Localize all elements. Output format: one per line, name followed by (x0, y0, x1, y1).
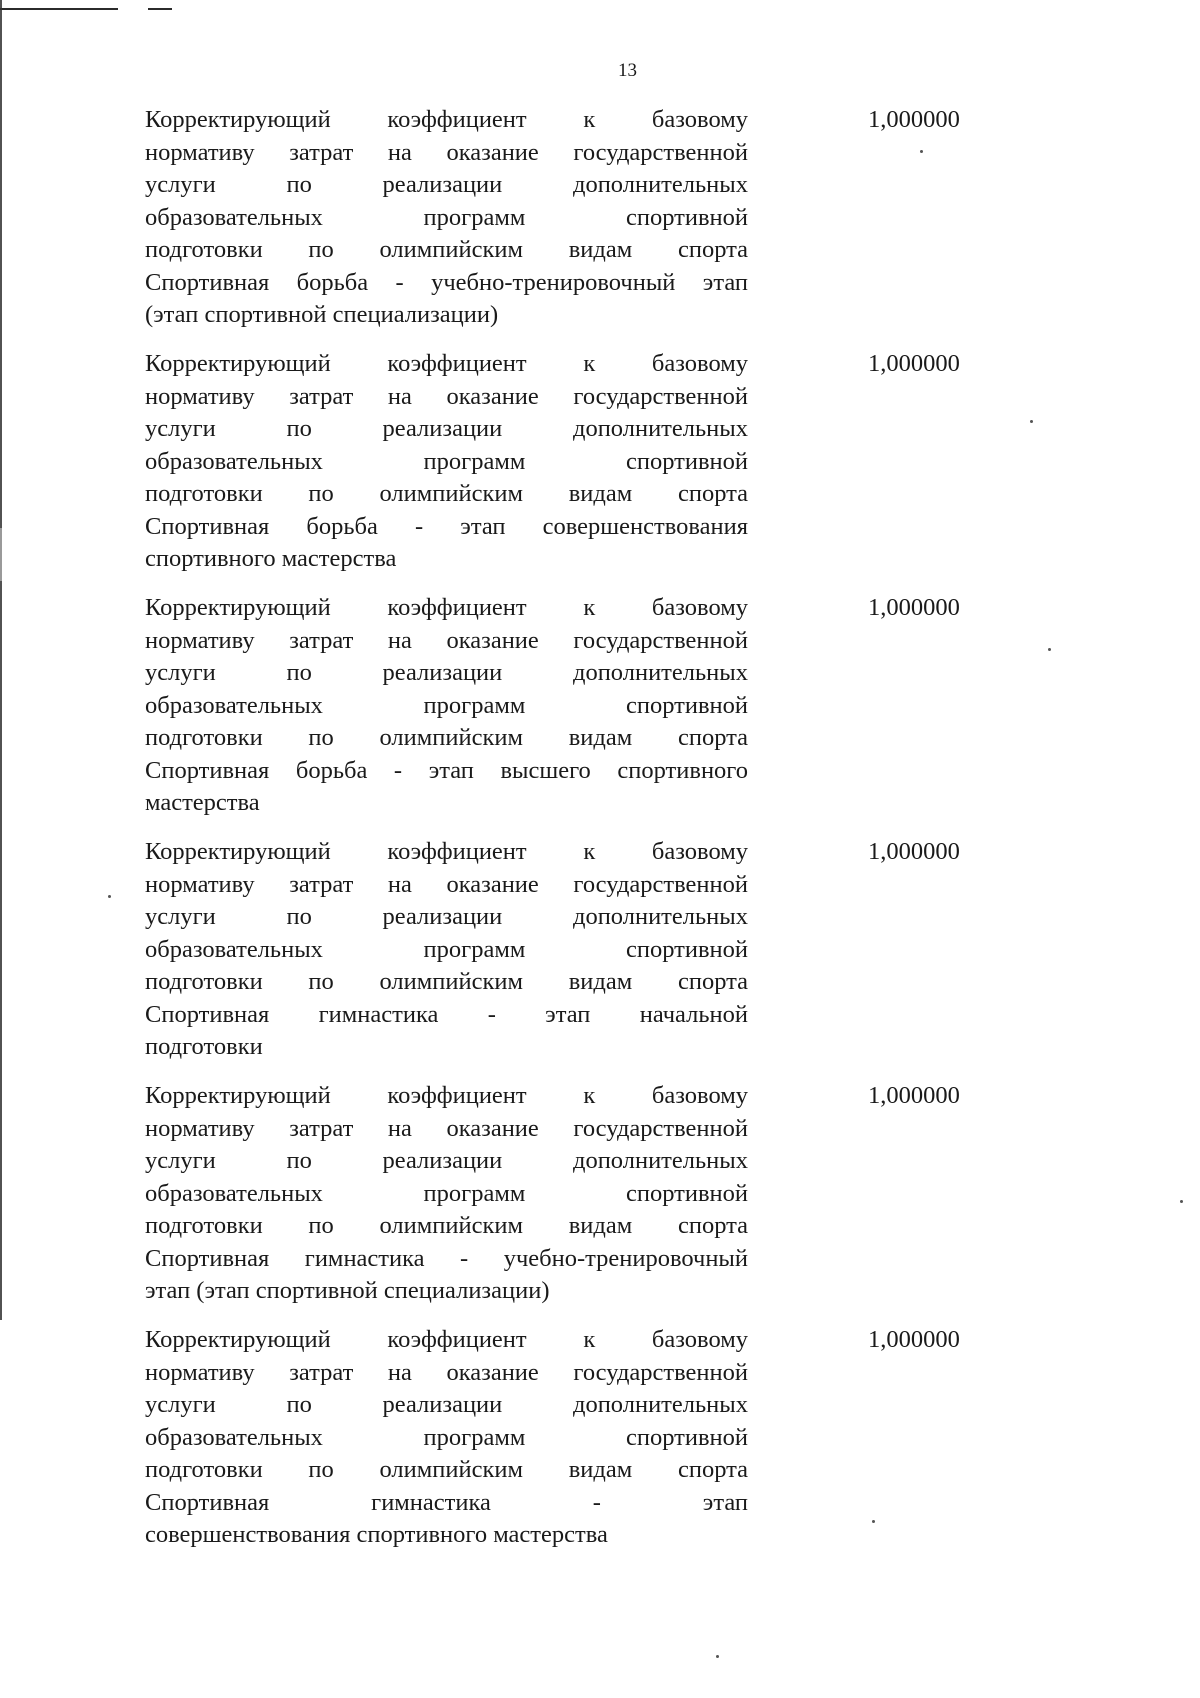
entry-line: Спортивная гимнастика - учебно-тренировочный (145, 1244, 748, 1272)
entry-value: 1,000000 (868, 594, 960, 621)
scan-speck (108, 895, 111, 898)
entry-line: подготовки по олимпийским видам спорта (145, 1212, 748, 1239)
scan-speck (1180, 1200, 1183, 1203)
entry-value: 1,000000 (868, 838, 960, 865)
top-rule-left (0, 8, 118, 10)
entry-line: услуги по реализации дополнительных (145, 903, 748, 930)
coefficient-entry (0, 1324, 1200, 1568)
entry-line: подготовки по олимпийским видам спорта (145, 968, 748, 995)
entry-line: услуги по реализации дополнительных (145, 1391, 748, 1418)
entry-value: 1,000000 (868, 350, 960, 377)
entry-line: Корректирующий коэффициент к базовому (145, 838, 748, 865)
entry-line: образовательных программ спортивной (145, 935, 748, 963)
entry-value: 1,000000 (868, 1082, 960, 1109)
entry-line: Спортивная борьба - этап высшего спортивного (145, 756, 748, 784)
entry-value: 1,000000 (868, 1326, 960, 1353)
entry-line: образовательных программ спортивной (145, 1423, 748, 1451)
scan-speck (1030, 420, 1033, 423)
entry-line: Корректирующий коэффициент к базовому (145, 106, 748, 133)
entry-line: этап (этап спортивной специализации) (145, 1277, 550, 1304)
entry-line: услуги по реализации дополнительных (145, 659, 748, 686)
entry-line: нормативу затрат на оказание государственной (145, 1114, 748, 1142)
entry-description (145, 592, 748, 820)
entry-line: нормативу затрат на оказание государственной (145, 870, 748, 898)
entry-line: образовательных программ спортивной (145, 203, 748, 231)
entry-line: образовательных программ спортивной (145, 1179, 748, 1207)
entry-description (145, 836, 748, 1064)
entry-line: нормативу затрат на оказание государственной (145, 626, 748, 654)
entry-line: Спортивная борьба - учебно-тренировочный этап (145, 268, 748, 296)
entry-line: подготовки по олимпийским видам спорта (145, 480, 748, 507)
entry-line: подготовки по олимпийским видам спорта (145, 1456, 748, 1483)
entry-value: 1,000000 (868, 106, 960, 133)
entry-line: услуги по реализации дополнительных (145, 171, 748, 198)
entry-line: подготовки (145, 1033, 263, 1060)
entry-line: совершенствования спортивного мастерства (145, 1521, 608, 1548)
coefficient-entry (0, 592, 1200, 836)
entry-line: Спортивная гимнастика - этап начальной (145, 1000, 748, 1028)
entry-line: Корректирующий коэффициент к базовому (145, 350, 748, 377)
entry-description (145, 348, 748, 576)
entry-line: услуги по реализации дополнительных (145, 415, 748, 442)
entry-line: Корректирующий коэффициент к базовому (145, 1326, 748, 1353)
entry-line: нормативу затрат на оказание государственной (145, 1358, 748, 1386)
entry-line: Корректирующий коэффициент к базовому (145, 1082, 748, 1109)
entry-line: образовательных программ спортивной (145, 691, 748, 719)
entry-line: образовательных программ спортивной (145, 447, 748, 475)
entry-line: Спортивная гимнастика - этап (145, 1488, 748, 1516)
scan-speck (716, 1655, 719, 1658)
entry-line: спортивного мастерства (145, 545, 397, 572)
top-rule-short (148, 8, 172, 10)
entry-line: нормативу затрат на оказание государственной (145, 138, 748, 166)
entry-line: подготовки по олимпийским видам спорта (145, 724, 748, 751)
entry-description (145, 1080, 748, 1308)
entry-line: нормативу затрат на оказание государственной (145, 382, 748, 410)
entry-description (145, 1324, 748, 1552)
coefficient-entry (0, 836, 1200, 1080)
coefficient-entry (0, 1080, 1200, 1324)
entry-description (145, 104, 748, 332)
coefficient-entry (0, 348, 1200, 592)
entry-line: мастерства (145, 789, 260, 816)
page-number: 13 (618, 60, 637, 81)
entry-line: услуги по реализации дополнительных (145, 1147, 748, 1174)
coefficient-entry (0, 104, 1200, 348)
entry-line: Корректирующий коэффициент к базовому (145, 594, 748, 621)
coefficient-list (0, 104, 1200, 1568)
scan-speck (920, 150, 923, 153)
scan-speck (872, 1520, 875, 1523)
entry-line: (этап спортивной специализации) (145, 301, 499, 328)
entry-line: Спортивная борьба - этап совершенствования (145, 512, 748, 540)
entry-line: подготовки по олимпийским видам спорта (145, 236, 748, 263)
scan-speck (1048, 648, 1051, 651)
